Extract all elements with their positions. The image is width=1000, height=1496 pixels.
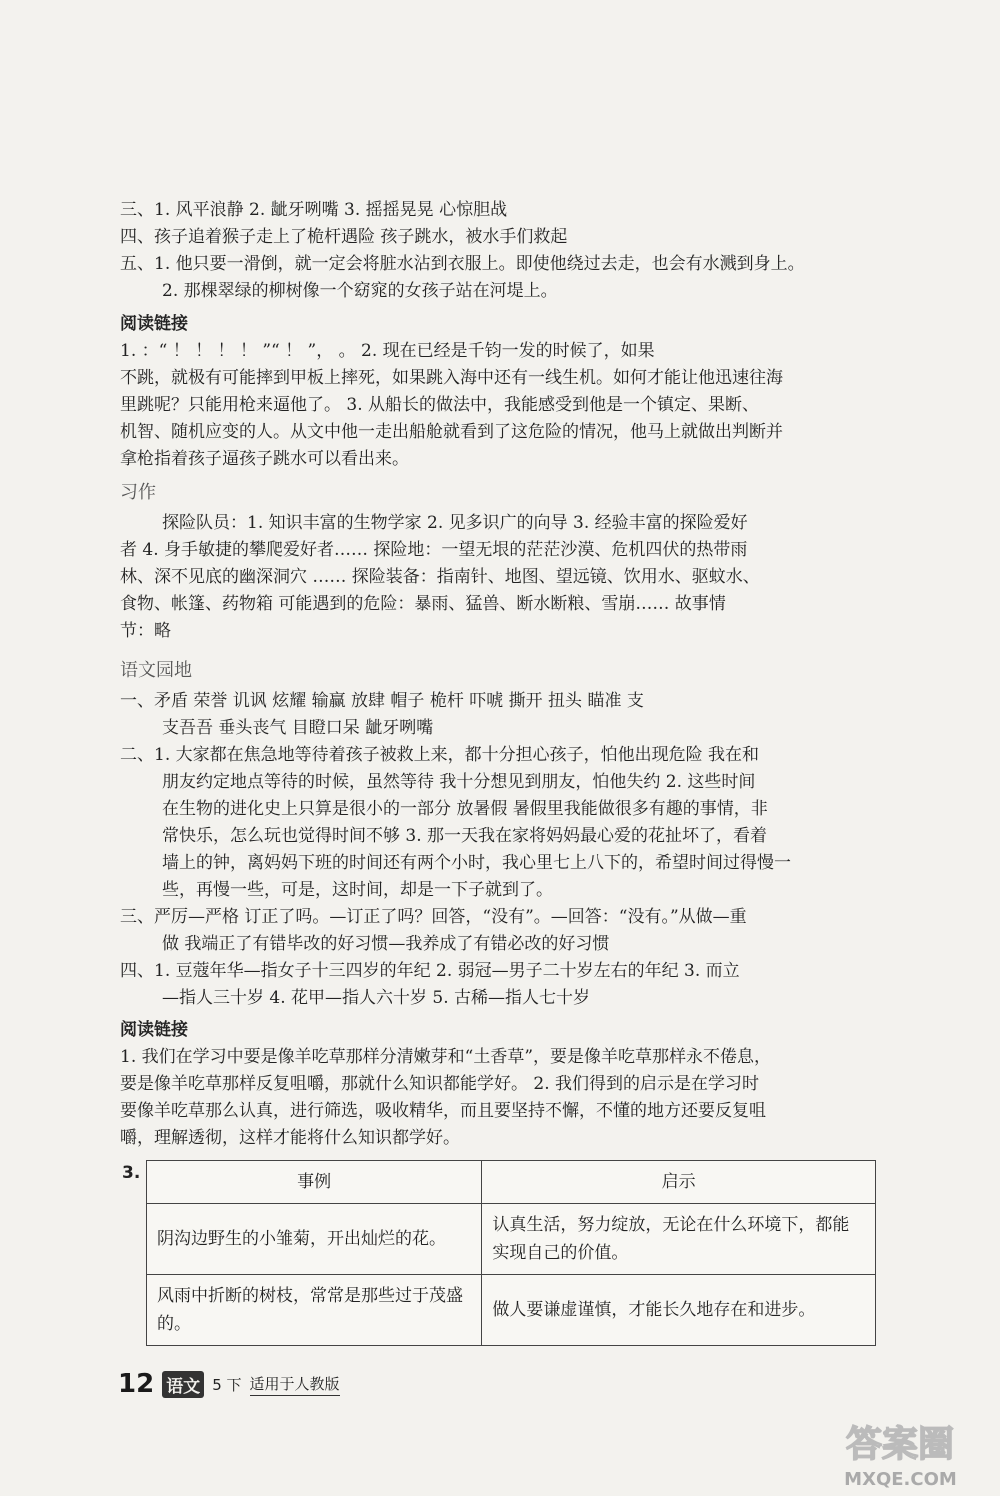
garden-er-line: 些，再慢一些，可是，这时间，却是一下子就到了。 [162, 880, 553, 900]
garden-si-line: —指人三十岁 4. 花甲—指人六十岁 5. 古稀—指人七十岁 [162, 988, 591, 1008]
garden-er-line: 朋友约定地点等待的时候，虽然等待 我十分想见到朋友，怕他失约 2. 这些时间 [162, 772, 756, 792]
writing-line: 节：略 [120, 621, 171, 641]
garden-si-line: 四、1. 豆蔻年华—指女子十三四岁的年纪 2. 弱冠—男子二十岁左右的年纪 3. 而立 [120, 961, 740, 981]
table-cell: 风雨中折断的树枝，常常是那些过于茂盛的。 [147, 1275, 482, 1346]
writing-section [120, 476, 890, 645]
reading-link-2 [120, 1016, 890, 1152]
table-header-example: 事例 [147, 1161, 482, 1204]
answer-wu-2: 2. 那棵翠绿的柳树像一个窈窕的女孩子站在河堤上。 [162, 281, 558, 301]
garden-er-line: 墙上的钟，离妈妈下班的时间还有两个小时，我心里七上八下的，希望时间过得慢一 [162, 853, 791, 873]
table-cell: 认真生活，努力绽放，无论在什么环境下，都能实现自己的价值。 [482, 1204, 876, 1275]
reading-link-heading: 阅读链接 [120, 1020, 188, 1040]
reading-link-heading: 阅读链接 [120, 314, 188, 334]
writing-line: 食物、帐篷、药物箱 可能遇到的危险：暴雨、猛兽、断水断粮、雪崩…… 故事情 [120, 594, 726, 614]
question-3-number: 3. [122, 1163, 141, 1183]
reading-line: 1. 我们在学习中要是像羊吃草那样分清嫩芽和“土香草”，要是像羊吃草那样永不倦息， [120, 1047, 772, 1067]
table-header-row [147, 1161, 876, 1204]
grade-label: 5 下 [212, 1375, 242, 1394]
table-header-insight: 启示 [482, 1161, 876, 1204]
table-row [147, 1275, 876, 1346]
reading-line: 要像羊吃草那么认真，进行筛选，吸收精华，而且要坚持不懈，不懂的地方还要反复咀 [120, 1101, 766, 1121]
answer-si: 四、孩子追着猴子走上了桅杆遇险 孩子跳水，被水手们救起 [120, 227, 568, 247]
garden-er-line: 在生物的进化史上只算是很小的一部分 放暑假 暑假里我能做很多有趣的事情，非 [162, 799, 768, 819]
garden-yi-line: 支吾吾 垂头丧气 目瞪口呆 龇牙咧嘴 [162, 718, 434, 738]
writing-line: 者 4. 身手敏捷的攀爬爱好者…… 探险地：一望无垠的茫茫沙漠、危机四伏的热带雨 [120, 540, 748, 560]
table-cell: 做人要谦虚谨慎，才能长久地存在和进步。 [482, 1275, 876, 1346]
writing-heading: 习作 [120, 482, 156, 503]
garden-san-line: 三、严厉—严格 订正了吗。—订正了吗？回答，“没有”。—回答：“没有。”从做—重 [120, 907, 747, 927]
garden-yi-line: 一、矛盾 荣誉 讥讽 炫耀 输赢 放肆 帽子 桅杆 吓唬 撕开 扭头 瞄准 支 [120, 691, 644, 711]
watermark-icon [813, 1418, 988, 1468]
watermark-logo [813, 1418, 988, 1492]
svg-text:答案圈: 答案圈 [845, 1424, 955, 1465]
subject-badge: 语文 [162, 1371, 204, 1398]
chinese-garden-section [120, 654, 890, 1012]
reading-line: 嚼，理解透彻，这样才能将什么知识都学好。 [120, 1128, 460, 1148]
garden-er-line: 常快乐，怎么玩也觉得时间不够 3. 那一天我在家将妈妈最心爱的花扯坏了，看着 [162, 826, 768, 846]
writing-line: 探险队员：1. 知识丰富的生物学家 2. 见多识广的向导 3. 经验丰富的探险爱好 [162, 513, 748, 533]
garden-heading: 语文园地 [120, 660, 192, 681]
reading-line: 不跳，就极有可能摔到甲板上摔死，如果跳入海中还有一线生机。如何才能让他迅速往海 [120, 368, 783, 388]
example-insight-table [146, 1160, 876, 1346]
table-cell: 阴沟边野生的小雏菊，开出灿烂的花。 [147, 1204, 482, 1275]
reading-link-1 [120, 310, 890, 473]
answer-san: 三、1. 风平浪静 2. 龇牙咧嘴 3. 摇摇晃晃 心惊胆战 [120, 200, 508, 220]
reading-line: 1. ：“ ！ ！ ！ ！ ”“ ！ ”， 。 2. 现在已经是千钧一发的时候了，如果 [120, 341, 655, 361]
garden-er-line: 二、1. 大家都在焦急地等待着孩子被救上来，都十分担心孩子，怕他出现危险 我在和 [120, 745, 760, 765]
page-number: 12 [118, 1369, 155, 1399]
garden-san-line: 做 我端正了有错毕改的好习惯—我养成了有错必改的好习惯 [162, 934, 610, 954]
section-answers-1 [120, 197, 890, 305]
answer-wu-1: 五、1. 他只要一滑倒，就一定会将脏水沾到衣服上。即使他绕过去走，也会有水溅到身上。 [120, 254, 805, 274]
reading-line: 里跳呢？只能用枪来逼他了。 3. 从船长的做法中，我能感受到他是一个镇定、果断、 [120, 395, 760, 415]
writing-line: 林、深不见底的幽深洞穴 …… 探险装备：指南针、地图、望远镜、饮用水、驱蚊水、 [120, 567, 760, 587]
edition-label: 适用于人教版 [250, 1373, 340, 1396]
reading-line: 机智、随机应变的人。从文中他一走出船舱就看到了这危险的情况，他马上就做出判断并 [120, 422, 783, 442]
table-row [147, 1204, 876, 1275]
page-footer [118, 1369, 340, 1399]
reading-line: 拿枪指着孩子逼孩子跳水可以看出来。 [120, 449, 409, 469]
watermark-url: MXQE.COM [844, 1469, 957, 1490]
reading-line: 要是像羊吃草那样反复咀嚼，那就什么知识都能学好。 2. 我们得到的启示是在学习时 [120, 1074, 760, 1094]
